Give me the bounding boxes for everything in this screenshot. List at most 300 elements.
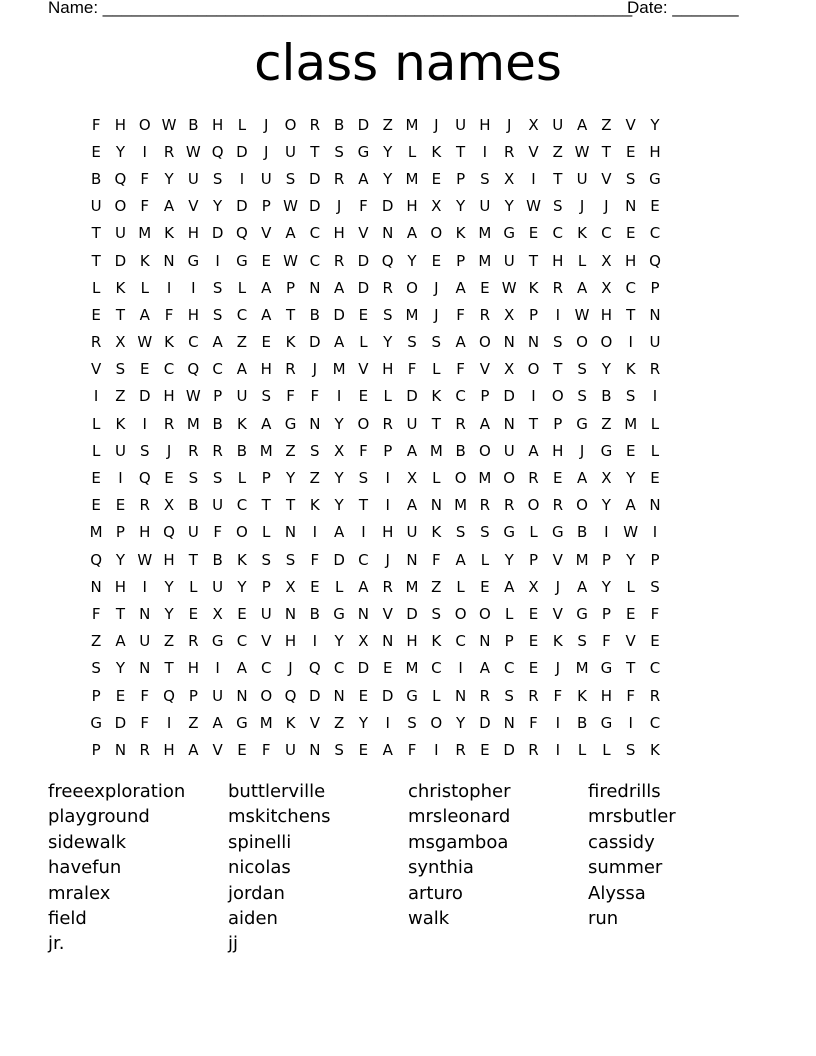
grid-letter[interactable]: N: [527, 333, 540, 352]
grid-letter[interactable]: T: [358, 496, 368, 515]
grid-letter[interactable]: B: [91, 169, 102, 188]
grid-letter[interactable]: U: [212, 577, 224, 596]
grid-letter[interactable]: K: [431, 523, 442, 542]
grid-letter[interactable]: P: [261, 577, 271, 596]
grid-letter[interactable]: O: [260, 686, 273, 705]
grid-letter[interactable]: K: [309, 496, 320, 515]
grid-letter[interactable]: E: [164, 469, 174, 488]
grid-letter[interactable]: A: [358, 169, 369, 188]
grid-letter[interactable]: S: [480, 169, 490, 188]
grid-letter[interactable]: B: [212, 414, 223, 433]
grid-letter[interactable]: S: [625, 740, 636, 759]
grid-letter[interactable]: R: [479, 686, 491, 705]
grid-letter[interactable]: R: [90, 333, 102, 352]
grid-letter[interactable]: O: [284, 115, 297, 134]
grid-letter[interactable]: B: [236, 441, 248, 460]
grid-letter[interactable]: F: [286, 387, 295, 406]
grid-letter[interactable]: C: [649, 659, 661, 678]
grid-letter[interactable]: Z: [309, 469, 320, 488]
grid-letter[interactable]: K: [285, 713, 296, 732]
grid-letter[interactable]: G: [600, 713, 613, 732]
grid-letter[interactable]: F: [91, 115, 101, 134]
grid-letter[interactable]: P: [91, 686, 101, 705]
grid-letter[interactable]: Y: [650, 115, 660, 134]
grid-letter[interactable]: E: [140, 360, 150, 379]
grid-letter[interactable]: Z: [91, 632, 102, 651]
grid-letter[interactable]: W: [526, 197, 541, 216]
grid-letter[interactable]: L: [237, 469, 247, 488]
grid-letter[interactable]: P: [91, 740, 101, 759]
grid-letter[interactable]: H: [600, 305, 613, 324]
grid-letter[interactable]: S: [212, 278, 223, 297]
grid-letter[interactable]: L: [91, 414, 101, 433]
grid-letter[interactable]: Y: [164, 604, 174, 623]
grid-letter[interactable]: M: [259, 713, 273, 732]
grid-letter[interactable]: S: [480, 523, 490, 542]
grid-letter[interactable]: A: [479, 659, 491, 678]
grid-letter[interactable]: S: [261, 550, 271, 569]
grid-letter[interactable]: C: [649, 713, 661, 732]
grid-letter[interactable]: U: [212, 496, 224, 515]
grid-letter[interactable]: M: [405, 115, 419, 134]
grid-letter[interactable]: J: [434, 278, 439, 297]
grid-letter[interactable]: S: [625, 169, 636, 188]
grid-letter[interactable]: N: [503, 333, 515, 352]
grid-letter[interactable]: R: [382, 278, 393, 297]
grid-letter[interactable]: V: [528, 142, 539, 161]
grid-letter[interactable]: S: [455, 523, 466, 542]
grid-letter[interactable]: C: [188, 333, 199, 352]
grid-letter[interactable]: L: [505, 604, 514, 623]
grid-letter[interactable]: L: [237, 115, 247, 134]
grid-letter[interactable]: L: [529, 523, 538, 542]
grid-letter[interactable]: L: [650, 441, 660, 460]
grid-letter[interactable]: T: [626, 659, 636, 678]
grid-letter[interactable]: H: [552, 251, 564, 270]
grid-letter[interactable]: B: [212, 550, 223, 569]
grid-letter[interactable]: F: [140, 197, 150, 216]
grid-letter[interactable]: U: [455, 115, 467, 134]
grid-letter[interactable]: X: [528, 577, 539, 596]
grid-letter[interactable]: S: [625, 387, 636, 406]
grid-letter[interactable]: E: [91, 469, 101, 488]
grid-letter[interactable]: G: [600, 441, 613, 460]
grid-letter[interactable]: N: [139, 604, 151, 623]
grid-letter[interactable]: X: [163, 496, 175, 515]
grid-letter[interactable]: D: [309, 197, 321, 216]
grid-letter[interactable]: H: [163, 550, 175, 569]
grid-letter[interactable]: I: [628, 333, 633, 352]
grid-letter[interactable]: G: [236, 713, 248, 732]
grid-letter[interactable]: N: [625, 197, 637, 216]
grid-letter[interactable]: X: [333, 441, 345, 460]
grid-letter[interactable]: O: [357, 414, 370, 433]
grid-letter[interactable]: T: [601, 142, 611, 161]
grid-letter[interactable]: R: [382, 414, 393, 433]
grid-letter[interactable]: S: [212, 305, 223, 324]
grid-letter[interactable]: D: [406, 387, 418, 406]
grid-letter[interactable]: A: [333, 523, 345, 542]
grid-letter[interactable]: E: [528, 632, 539, 651]
grid-letter[interactable]: W: [161, 115, 177, 134]
grid-letter[interactable]: G: [551, 523, 564, 542]
grid-letter[interactable]: C: [358, 550, 369, 569]
grid-letter[interactable]: N: [236, 686, 248, 705]
grid-letter[interactable]: H: [382, 523, 394, 542]
grid-letter[interactable]: Q: [211, 142, 224, 161]
grid-letter[interactable]: J: [264, 142, 269, 161]
grid-letter[interactable]: Y: [358, 713, 368, 732]
grid-letter[interactable]: N: [649, 305, 661, 324]
grid-letter[interactable]: A: [333, 278, 345, 297]
grid-letter[interactable]: K: [577, 224, 587, 243]
grid-letter[interactable]: M: [89, 523, 103, 542]
grid-letter[interactable]: I: [361, 523, 366, 542]
grid-letter[interactable]: K: [164, 333, 174, 352]
grid-letter[interactable]: E: [431, 251, 442, 270]
grid-letter[interactable]: I: [652, 523, 658, 542]
grid-letter[interactable]: O: [600, 333, 613, 352]
grid-letter[interactable]: N: [357, 604, 370, 623]
grid-letter[interactable]: I: [458, 659, 463, 678]
grid-letter[interactable]: I: [434, 740, 439, 759]
grid-letter[interactable]: M: [405, 577, 419, 596]
grid-letter[interactable]: E: [431, 169, 442, 188]
grid-letter[interactable]: E: [625, 224, 636, 243]
grid-letter[interactable]: M: [575, 659, 589, 678]
grid-letter[interactable]: X: [115, 333, 126, 352]
grid-letter[interactable]: H: [211, 115, 224, 134]
grid-letter[interactable]: T: [553, 360, 563, 379]
grid-letter[interactable]: P: [286, 278, 296, 297]
grid-letter[interactable]: A: [455, 333, 466, 352]
grid-letter[interactable]: S: [139, 441, 150, 460]
grid-letter[interactable]: O: [138, 115, 151, 134]
grid-letter[interactable]: W: [574, 305, 590, 324]
grid-letter[interactable]: E: [650, 469, 660, 488]
grid-letter[interactable]: R: [309, 115, 321, 134]
grid-letter[interactable]: B: [309, 604, 320, 623]
grid-letter[interactable]: A: [261, 278, 272, 297]
grid-letter[interactable]: D: [114, 251, 127, 270]
grid-letter[interactable]: F: [553, 686, 563, 705]
grid-letter[interactable]: A: [163, 197, 175, 216]
grid-letter[interactable]: D: [406, 604, 418, 623]
grid-letter[interactable]: N: [382, 224, 394, 243]
grid-letter[interactable]: F: [91, 604, 101, 623]
grid-letter[interactable]: E: [261, 333, 271, 352]
grid-letter[interactable]: P: [650, 550, 660, 569]
grid-letter[interactable]: H: [406, 197, 418, 216]
grid-letter[interactable]: E: [650, 632, 660, 651]
grid-letter[interactable]: T: [528, 414, 539, 433]
grid-letter[interactable]: H: [163, 740, 175, 759]
grid-letter[interactable]: T: [553, 169, 563, 188]
grid-letter[interactable]: R: [552, 278, 563, 297]
grid-letter[interactable]: B: [601, 387, 612, 406]
grid-letter[interactable]: H: [187, 305, 199, 324]
grid-letter[interactable]: H: [406, 632, 418, 651]
grid-letter[interactable]: N: [406, 550, 418, 569]
grid-letter[interactable]: I: [336, 387, 342, 406]
grid-letter[interactable]: N: [333, 686, 345, 705]
grid-letter[interactable]: V: [188, 197, 199, 216]
grid-letter[interactable]: A: [261, 305, 272, 324]
grid-letter[interactable]: S: [261, 387, 271, 406]
grid-letter[interactable]: K: [164, 224, 174, 243]
grid-letter[interactable]: K: [237, 550, 247, 569]
grid-letter[interactable]: W: [623, 523, 639, 542]
grid-letter[interactable]: I: [385, 496, 390, 515]
grid-letter[interactable]: N: [309, 278, 321, 297]
grid-letter[interactable]: C: [625, 278, 636, 297]
grid-letter[interactable]: F: [140, 169, 150, 188]
grid-letter[interactable]: C: [212, 360, 223, 379]
grid-letter[interactable]: I: [628, 713, 633, 732]
grid-letter[interactable]: A: [479, 414, 491, 433]
grid-letter[interactable]: R: [139, 740, 150, 759]
grid-letter[interactable]: P: [553, 414, 563, 433]
grid-letter[interactable]: Y: [115, 142, 126, 161]
grid-letter[interactable]: E: [382, 659, 393, 678]
grid-letter[interactable]: Y: [334, 414, 344, 433]
grid-letter[interactable]: J: [312, 360, 318, 379]
grid-letter[interactable]: U: [552, 115, 564, 134]
grid-letter[interactable]: Z: [163, 632, 175, 651]
grid-letter[interactable]: U: [187, 169, 199, 188]
grid-letter[interactable]: D: [479, 713, 491, 732]
grid-letter[interactable]: U: [114, 441, 126, 460]
grid-letter[interactable]: U: [187, 523, 199, 542]
grid-letter[interactable]: K: [577, 686, 587, 705]
grid-letter[interactable]: O: [430, 713, 443, 732]
grid-letter[interactable]: F: [261, 740, 271, 759]
grid-letter[interactable]: J: [434, 115, 439, 134]
grid-letter[interactable]: R: [163, 414, 175, 433]
grid-letter[interactable]: Y: [504, 197, 514, 216]
grid-letter[interactable]: Y: [334, 496, 344, 515]
grid-letter[interactable]: I: [385, 469, 390, 488]
grid-letter[interactable]: Z: [601, 414, 612, 433]
grid-letter[interactable]: E: [115, 496, 126, 515]
grid-letter[interactable]: J: [506, 115, 512, 134]
grid-letter[interactable]: I: [118, 469, 123, 488]
grid-letter[interactable]: P: [115, 523, 125, 542]
grid-letter[interactable]: P: [213, 387, 223, 406]
grid-letter[interactable]: B: [309, 305, 320, 324]
grid-letter[interactable]: K: [431, 387, 442, 406]
grid-letter[interactable]: S: [285, 169, 296, 188]
grid-letter[interactable]: R: [503, 496, 515, 515]
grid-letter[interactable]: A: [212, 333, 223, 352]
grid-letter[interactable]: F: [310, 387, 320, 406]
grid-letter[interactable]: G: [357, 142, 370, 161]
grid-letter[interactable]: N: [90, 577, 102, 596]
grid-letter[interactable]: O: [430, 224, 443, 243]
grid-letter[interactable]: I: [93, 387, 99, 406]
grid-letter[interactable]: H: [333, 224, 345, 243]
grid-letter[interactable]: X: [431, 197, 442, 216]
grid-letter[interactable]: I: [555, 305, 560, 324]
grid-letter[interactable]: L: [577, 740, 587, 759]
grid-letter[interactable]: E: [528, 604, 539, 623]
grid-letter[interactable]: S: [382, 305, 393, 324]
grid-letter[interactable]: A: [406, 496, 418, 515]
grid-letter[interactable]: X: [285, 577, 296, 596]
grid-letter[interactable]: H: [600, 686, 613, 705]
grid-letter[interactable]: M: [624, 414, 638, 433]
grid-letter[interactable]: G: [503, 523, 515, 542]
grid-letter[interactable]: M: [405, 169, 419, 188]
grid-letter[interactable]: D: [357, 251, 370, 270]
grid-letter[interactable]: Y: [164, 577, 174, 596]
grid-letter[interactable]: E: [188, 604, 199, 623]
grid-letter[interactable]: P: [383, 441, 393, 460]
grid-letter[interactable]: U: [503, 441, 515, 460]
grid-letter[interactable]: R: [455, 414, 466, 433]
grid-letter[interactable]: R: [188, 441, 199, 460]
grid-letter[interactable]: E: [625, 142, 636, 161]
grid-letter[interactable]: V: [261, 224, 272, 243]
grid-letter[interactable]: Y: [456, 713, 466, 732]
grid-letter[interactable]: P: [456, 251, 466, 270]
grid-letter[interactable]: A: [236, 360, 248, 379]
grid-letter[interactable]: U: [236, 387, 248, 406]
grid-letter[interactable]: G: [211, 632, 224, 651]
grid-letter[interactable]: L: [602, 740, 611, 759]
grid-letter[interactable]: F: [140, 713, 150, 732]
grid-letter[interactable]: X: [358, 632, 369, 651]
grid-letter[interactable]: J: [555, 659, 560, 678]
grid-letter[interactable]: Z: [431, 577, 442, 596]
grid-letter[interactable]: F: [602, 632, 611, 651]
grid-letter[interactable]: H: [552, 441, 564, 460]
grid-letter[interactable]: K: [431, 632, 442, 651]
grid-letter[interactable]: C: [649, 224, 661, 243]
grid-letter[interactable]: O: [576, 333, 588, 352]
grid-letter[interactable]: F: [359, 197, 368, 216]
grid-letter[interactable]: A: [382, 740, 393, 759]
grid-letter[interactable]: G: [576, 604, 588, 623]
grid-letter[interactable]: K: [650, 740, 660, 759]
grid-letter[interactable]: I: [555, 713, 560, 732]
grid-letter[interactable]: K: [625, 360, 636, 379]
grid-letter[interactable]: N: [309, 740, 321, 759]
grid-letter[interactable]: Q: [236, 224, 248, 243]
grid-letter[interactable]: U: [212, 686, 224, 705]
grid-letter[interactable]: S: [188, 469, 199, 488]
grid-letter[interactable]: H: [649, 142, 661, 161]
grid-letter[interactable]: S: [407, 333, 417, 352]
grid-letter[interactable]: O: [527, 360, 540, 379]
grid-letter[interactable]: I: [312, 632, 318, 651]
grid-letter[interactable]: R: [163, 142, 175, 161]
grid-letter[interactable]: R: [455, 740, 466, 759]
grid-letter[interactable]: A: [406, 224, 418, 243]
grid-letter[interactable]: I: [604, 523, 609, 542]
grid-letter[interactable]: E: [237, 604, 247, 623]
grid-letter[interactable]: X: [212, 604, 223, 623]
grid-letter[interactable]: Q: [114, 169, 127, 188]
grid-letter[interactable]: J: [555, 577, 560, 596]
grid-letter[interactable]: N: [139, 659, 151, 678]
date-field[interactable]: Date: _______: [627, 0, 739, 17]
grid-letter[interactable]: R: [479, 496, 491, 515]
grid-letter[interactable]: F: [310, 550, 320, 569]
grid-letter[interactable]: E: [115, 686, 126, 705]
grid-letter[interactable]: K: [115, 414, 126, 433]
grid-letter[interactable]: Q: [163, 686, 175, 705]
grid-letter[interactable]: O: [454, 469, 467, 488]
grid-letter[interactable]: I: [166, 713, 172, 732]
grid-letter[interactable]: Z: [333, 713, 345, 732]
grid-letter[interactable]: E: [261, 251, 271, 270]
grid-letter[interactable]: C: [455, 632, 466, 651]
grid-letter[interactable]: F: [359, 441, 368, 460]
grid-letter[interactable]: E: [358, 740, 369, 759]
grid-letter[interactable]: C: [333, 659, 345, 678]
grid-letter[interactable]: Y: [285, 469, 296, 488]
grid-letter[interactable]: I: [555, 740, 560, 759]
grid-letter[interactable]: M: [405, 305, 419, 324]
grid-letter[interactable]: F: [407, 360, 417, 379]
grid-letter[interactable]: R: [212, 441, 223, 460]
grid-letter[interactable]: E: [528, 224, 539, 243]
grid-letter[interactable]: V: [601, 169, 612, 188]
grid-letter[interactable]: R: [285, 360, 296, 379]
grid-letter[interactable]: U: [285, 142, 297, 161]
grid-letter[interactable]: J: [579, 441, 585, 460]
grid-letter[interactable]: F: [213, 523, 222, 542]
grid-letter[interactable]: D: [357, 115, 370, 134]
grid-letter[interactable]: A: [139, 305, 150, 324]
grid-letter[interactable]: V: [309, 713, 320, 732]
grid-letter[interactable]: F: [140, 686, 150, 705]
grid-letter[interactable]: K: [237, 414, 247, 433]
grid-letter[interactable]: Q: [308, 659, 321, 678]
grid-letter[interactable]: D: [236, 197, 248, 216]
grid-letter[interactable]: Y: [601, 496, 611, 515]
grid-letter[interactable]: T: [431, 414, 441, 433]
grid-letter[interactable]: F: [529, 713, 538, 732]
grid-letter[interactable]: X: [601, 469, 612, 488]
grid-letter[interactable]: R: [552, 496, 563, 515]
grid-letter[interactable]: U: [260, 604, 272, 623]
grid-letter[interactable]: A: [625, 496, 636, 515]
grid-letter[interactable]: Y: [164, 169, 174, 188]
grid-letter[interactable]: D: [503, 387, 515, 406]
grid-letter[interactable]: G: [503, 224, 515, 243]
grid-letter[interactable]: X: [504, 169, 515, 188]
grid-letter[interactable]: T: [626, 305, 636, 324]
grid-letter[interactable]: M: [575, 550, 589, 569]
grid-letter[interactable]: D: [236, 142, 248, 161]
grid-letter[interactable]: N: [503, 414, 515, 433]
grid-letter[interactable]: P: [650, 278, 660, 297]
grid-letter[interactable]: P: [480, 387, 490, 406]
grid-letter[interactable]: O: [576, 496, 588, 515]
grid-letter[interactable]: D: [309, 686, 321, 705]
grid-letter[interactable]: M: [429, 441, 443, 460]
grid-letter[interactable]: X: [601, 251, 612, 270]
grid-letter[interactable]: D: [357, 659, 370, 678]
grid-letter[interactable]: S: [431, 333, 442, 352]
grid-letter[interactable]: S: [577, 360, 587, 379]
grid-letter[interactable]: S: [407, 713, 417, 732]
grid-letter[interactable]: E: [553, 469, 563, 488]
grid-letter[interactable]: B: [188, 496, 199, 515]
grid-letter[interactable]: J: [288, 659, 293, 678]
